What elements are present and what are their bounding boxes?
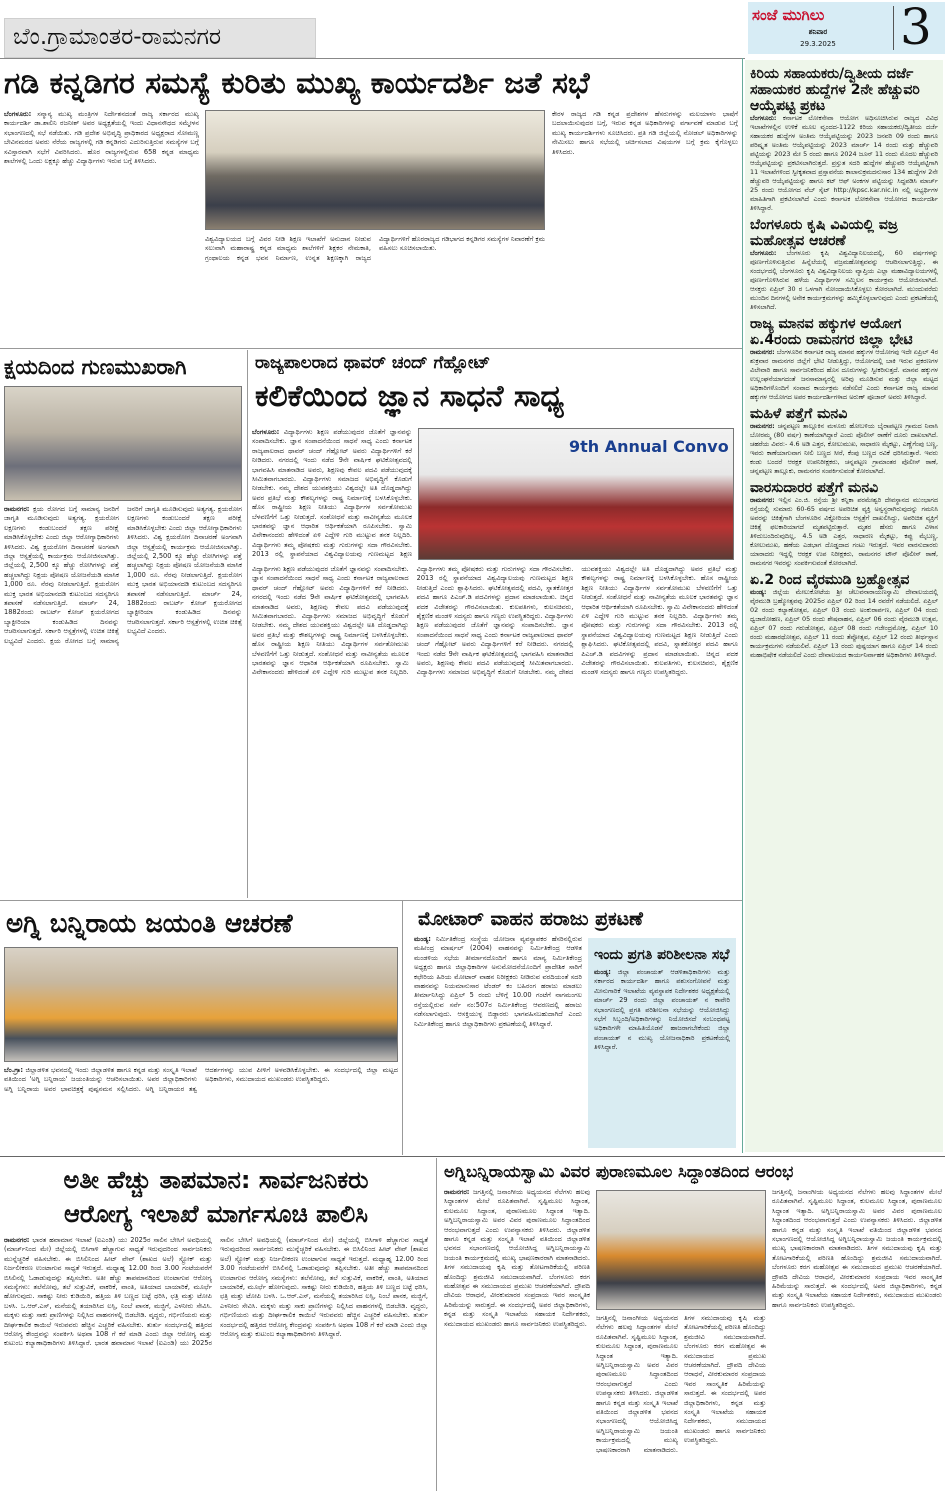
- heat-headline-1: ಅತೀ ಹೆಚ್ಚು ತಾಪಮಾನ: ಸಾರ್ವಜನಿಕರು: [63, 1166, 369, 1194]
- tb-headline: ಕ್ಷಯದಿಂದ ಗುಣಮುಖರಾಗಿ: [4, 355, 187, 379]
- purana-headline: ಅಗ್ನಿಬನ್ನಿರಾಯಸ್ವಾಮಿ ವಿವರ ಪುರಾಣಮೂಲ ಸಿದ್ಧಾಂತದಿಂದ ಆರಂಭ: [444, 1162, 794, 1181]
- motor-body: ಮಂಡ್ಯ: ನಿರ್ಮಿತಿಕೇಂದ್ರ ಸಂಸ್ಥೆಯ ಯೋಜನಾ ವ್ಯವಸ್ಥಾಪಕರ ಹೆಸರಿನಲ್ಲಿರುವ ಮಹೀಂದ್ರ ಮಾರ್ಷಲ್ (2004) ವಾಹನವನ್ನು ನಿರ್ಮಿತಿಕೇಂದ್ರ ಆಡಳಿತ ಮಂಡಳಿಯ ಸಭೆಯ ತೀರ್ಮಾನದೊಂದಿಗೆ ಹಾಗೂ ಮಾನ್ಯ ನಿರ್ಮಿತಿಕೇಂದ್ರ ಅಧ್ಯಕ್ಷರು ಹಾಗೂ ಜಿಲ್ಲಾಧಿಕಾರಿಗಳ ಅನುಮೋದನೆಯೊಂದಿಗೆ ಪ್ರಾದೇಶಿಕ ಸಾರಿಗೆ ಕಛೇರಿಯ ಹಿರಿಯ ಮೋಟಾರ್ ವಾಹನ ನಿರೀಕ್ಷಕರು ನೀಡಿರುವ ವರದಿಯಂತೆ ಸದರಿ ವಾಹನವನ್ನು ನಿಯಮಾನುಸಾರ ಟೆಂಡರ್ ಕಂ ಬಹಿರಂಗ ಹರಾಜು ಮಾಡಲು ತೀರ್ಮಾನಿಸಿದ್ದು ಏಪ್ರಿಲ್ 5 ರಂದು ಬೆಳಿಗ್ಗೆ 10.00 ಗಂಟೆಗೆ ನಾಗಮಂಗಲ ರಸ್ತೆಯಲ್ಲಿರುವ ಸರ್ವೆ ನಂ:507ರ ನಿರ್ಮಿತಿಕೇಂದ್ರ ಆವರಣದಲ್ಲಿ ಹರಾಜು ನಡೆಸಲಾಗುವುದು. ಆಸಕ್ತಿಯುಳ್ಳ ಬಿಡ್ದಾರರು ಭಾಗವಹಿಸಬಹುದಾಗಿದೆ ಎಂದು ನಿರ್ಮಿತಿಕೇಂದ್ರ ಹಾಗೂ ಜಿಲ್ಲಾಧಿಕಾರಿಗಳು ಪ್ರಕಟಣೆಯಲ್ಲಿ ತಿಳಿಸಿದ್ದಾರೆ.: [414, 935, 582, 1028]
- section-tag-label: ಬೆಂ.ಗ್ರಾಮಾಂತರ-ರಾಮನಗರ: [13, 24, 222, 50]
- lead-col2: ವಿಶ್ವವಿದ್ಯಾಲಯದ ಬಗ್ಗೆ ವಿವರ ನೀಡಿ ಶಿಕ್ಷಣ ಇಲಾಖೆಗೆ ಅನುದಾನ ನೀಡುವ ಸಲುವಾಗಿ ಮಹಾರಾಷ್ಟ್ರ ಕನ್ನಡ ಮಾಧ್ಯಮ ಶಾಲೆಗಳಿಗೆ ಶಿಕ್ಷಕರ ನೇಮಕಾತಿ, ಗ್ರಂಥಾಲಯ ಕನ್ನಡ ಭವನ ನಿರ್ಮಾಣ, ಉನ್ನತ ಶಿಕ್ಷಣಕ್ಕಾಗಿ ರಾಜ್ಯದ ವಿದ್ಯಾರ್ಥಿಗಳಿಗೆ ಹೊರರಾಜ್ಯದ ಗಡಿಭಾಗದ ಕನ್ನಡಿಗರ ಸಮಸ್ಯೆಗಳ ನಿವಾರಣೆಗೆ ಕ್ರಮ ವಹಿಸಲು ಸೂಚಿಸಲಾಯಿತು.: [205, 235, 545, 262]
- masthead-logo: ಸಂಜೆ ಮುಗಿಲು: [752, 6, 825, 24]
- conv-banner-text: 9th Annual Convo: [569, 437, 729, 456]
- purana-col1: ರಾಮನಗರ: ಜಗತ್ತಿನಲ್ಲಿ ಜನಾಂಗೀಯ ಅಧ್ಯಯನದ ನೆಲೆಗಳು ಹಲವು ಸಿದ್ಧಾಂತಗಳ ಮೇಲೆ ರೂಪಿತವಾಗಿವೆ. ಸೃಷ್ಟಿಮೂಲ ಸಿದ್ಧಾಂತ, ಕುಲಮೂಲ ಸಿದ್ಧಾಂತ, ಪುರಾಣಮೂಲ ಸಿದ್ಧಾಂತ ಇತ್ಯಾದಿ. ಅಗ್ನಿಬನ್ನಿರಾಯಸ್ವಾಮಿ ಅವರ ವಿವರ ಪುರಾಣಮೂಲ ಸಿದ್ಧಾಂತದಿಂದ ಆರಂಭವಾಗುತ್ತದೆ ಎಂದು ಉಪನ್ಯಾಸಕರು ತಿಳಿಸಿದರು. ಜಿಲ್ಲಾಡಳಿತ ಹಾಗೂ ಕನ್ನಡ ಮತ್ತು ಸಂಸ್ಕೃತಿ ಇಲಾಖೆ ವತಿಯಿಂದ ಜಿಲ್ಲಾಡಳಿತ ಭವನದ ಸಭಾಂಗಣದಲ್ಲಿ ಆಯೋಜಿಸಿದ್ದ ಅಗ್ನಿಬನ್ನಿರಾಯಸ್ವಾಮಿ ಜಯಂತಿ ಕಾರ್ಯಕ್ರಮದಲ್ಲಿ ಮುಖ್ಯ ಭಾಷಣಕಾರರಾಗಿ ಮಾತನಾಡಿದರು. ತಿಗಳ ಸಮುದಾಯವು ಕೃಷಿ ಮತ್ತು ತೋಟಗಾರಿಕೆಯಲ್ಲಿ ಪರಿಣತಿ ಹೊಂದಿದ್ದು ಶ್ರಮಜೀವಿ ಸಮುದಾಯವಾಗಿದೆ. ಬೆಂಗಳೂರು ಕರಗ ಮಹೋತ್ಸವ ಈ ಸಮುದಾಯದ ಪ್ರಮುಖ ಆಚರಣೆಯಾಗಿದೆ. ದ್ರೌಪದಿ ದೇವಿಯ ಆರಾಧನೆ, ವೀರಕುಮಾರರ ಸಂಪ್ರದಾಯ ಇವರ ಸಾಂಸ್ಕೃತಿಕ ಹಿರಿಮೆಯನ್ನು ಸಾರುತ್ತದೆ. ಈ ಸಂದರ್ಭದಲ್ಲಿ ಅಪರ ಜಿಲ್ಲಾಧಿಕಾರಿಗಳು, ಕನ್ನಡ ಮತ್ತು ಸಂಸ್ಕೃತಿ ಇಲಾಖೆಯ ಸಹಾಯಕ ನಿರ್ದೇಶಕರು, ಸಮುದಾಯದ ಮುಖಂಡರು ಹಾಗೂ ಸಾರ್ವಜನಿಕರು ಉಪಸ್ಥಿತರಿದ್ದರು.: [444, 1188, 590, 1328]
- tb-photo: [4, 386, 242, 501]
- agni-headline: ಅಗ್ನಿ ಬನ್ನಿರಾಯ ಜಯಂತಿ ಆಚರಣೆ: [6, 909, 293, 939]
- header-rule: [0, 58, 745, 59]
- brief-item: ಬೆಂಗಳೂರು ಕೃಷಿ ವಿವಿಯಲ್ಲಿ ವಜ್ರ ಮಹೋತ್ಸವ ಆಚರಣೆ ಬೆಂಗಳೂರು: ಬೆಂಗಳೂರು ಕೃಷಿ ವಿಶ್ವವಿದ್ಯಾನಿಲಯದಲ್ಲಿ, 60 ವರ್ಷಗಳನ್ನು ಪೂರ್ಣಗೊಳಿಸುತ್ತಿರುವ ಹಿನ್ನೆಲೆಯಲ್ಲಿ ವಜ್ರಮಹೋತ್ಸವವನ್ನು ಆಚರಿಸಲಾಗುತ್ತಿದ್ದು, ಈ ಸಂದರ್ಭದಲ್ಲಿ ಬೆಂಗಳೂರು ಕೃಷಿ ವಿಶ್ವವಿದ್ಯಾನಿಲಯ ವ್ಯಾಪ್ತಿಯ ಎಲ್ಲಾ ಮಹಾವಿದ್ಯಾಲಯಗಳಲ್ಲಿ ಪೂರ್ಣಗೊಳಿಸಿರುವ ಹಳೆಯ ವಿದ್ಯಾರ್ಥಿಗಳ ಸಮ್ಮಿಲನ ಕಾರ್ಯಕ್ರಮ ಆಯೋಜಿಸಲಾಗಿದೆ. ಆಸಕ್ತರು ಏಪ್ರಿಲ್ 30 ರ ಒಳಗಾಗಿ ನೋಂದಾಯಿಸಿಕೊಳ್ಳಲು ಕೋರಲಾಗಿದೆ. ಮುಂದುವರೆದು ಮುಂದಿನ ದಿನಗಳಲ್ಲಿ ಅನೇಕ ಕಾರ್ಯಕ್ರಮಗಳನ್ನು ಹಮ್ಮಿಕೊಳ್ಳಲಾಗುವುದು ಎಂದು ಪ್ರಕಟಣೆಯಲ್ಲಿ ತಿಳಿಸಲಾಗಿದೆ.: [750, 217, 938, 311]
- conv-body: ವಿದ್ಯಾರ್ಥಿಗಳು ಶಿಕ್ಷಣ ಪಡೆಯುವುದರ ಜೊತೆಗೆ ಜ್ಞಾನವನ್ನು ಸಂಪಾದಿಸಬೇಕು. ಜ್ಞಾನ ಸಂಪಾದನೆಯಿಂದ ಸಾಧನೆ ಸಾಧ್ಯ ಎಂದು ಕರ್ನಾಟಕ ರಾಜ್ಯಪಾಲರಾದ ಥಾವರ್ ಚಂದ್ ಗೆಹ್ಲೋಟ್ ಅವರು ವಿದ್ಯಾರ್ಥಿಗಳಿಗೆ ಕರೆ ನೀಡಿದರು. ನಗರದಲ್ಲಿ ಇಂದು ನಡೆದ 9ನೇ ವಾರ್ಷಿಕ ಘಟಿಕೋತ್ಸವದಲ್ಲಿ ಭಾಗವಹಿಸಿ ಮಾತನಾಡಿದ ಅವರು, ಶಿಕ್ಷಣವು ಕೇವಲ ಪದವಿ ಪಡೆಯುವುದಕ್ಕೆ ಸೀಮಿತವಾಗಬಾರದು. ವಿದ್ಯಾರ್ಥಿಗಳು ಸಮಾಜದ ಅಭಿವೃದ್ಧಿಗೆ ಕೊಡುಗೆ ನೀಡಬೇಕು. ನಮ್ಮ ದೇಶದ ಯುವಶಕ್ತಿಯು ವಿಶ್ವದಲ್ಲೇ ಅತಿ ದೊಡ್ಡದಾಗಿದ್ದು ಅವರ ಪ್ರತಿಭೆ ಮತ್ತು ಕೌಶಲ್ಯಗಳನ್ನು ರಾಷ್ಟ್ರ ನಿರ್ಮಾಣಕ್ಕೆ ಬಳಸಿಕೊಳ್ಳಬೇಕು. ಹೊಸ ರಾಷ್ಟ್ರೀಯ ಶಿಕ್ಷಣ ನೀತಿಯು ವಿದ್ಯಾರ್ಥಿಗಳ ಸರ್ವತೋಮುಖ ಬೆಳವಣಿಗೆಗೆ ಒತ್ತು ನೀಡುತ್ತದೆ. ಸಂಶೋಧನೆ ಮತ್ತು ನಾವೀನ್ಯತೆಯ ಮೂಲಕ ಭಾರತವನ್ನು ಜ್ಞಾನ ಆಧಾರಿತ ಆರ್ಥಿಕತೆಯಾಗಿ ರೂಪಿಸಬೇಕು. ಸ್ವಾಮಿ ವಿವೇಕಾನಂದರು ಹೇಳಿದಂತೆ ಏಳಿ ಎದ್ದೇಳಿ ಗುರಿ ಮುಟ್ಟುವ ತನಕ ನಿಲ್ಲದಿರಿ. ವಿದ್ಯಾರ್ಥಿಗಳು ತಮ್ಮ ಪೋಷಕರು ಮತ್ತು ಗುರುಗಳನ್ನು ಸದಾ ಗೌರವಿಸಬೇಕು. 2013 ರಲ್ಲಿ ಸ್ಥಾಪನೆಯಾದ ವಿಶ್ವವಿದ್ಯಾಲಯವು ಗುಣಮಟ್ಟದ ಶಿಕ್ಷಣ ನೀಡುತ್ತಿದೆ ಎಂದು ಶ್ಲಾಘಿಸಿದರು. ಘಟಿಕೋತ್ಸವದಲ್ಲಿ ಪದವಿ, ಸ್ನಾತಕೋತ್ತರ ಪದವಿ ಹಾಗೂ ಪಿಎಚ್.ಡಿ ಪದವಿಗಳನ್ನು ಪ್ರದಾನ ಮಾಡಲಾಯಿತು. ಚಿನ್ನದ ಪದಕ ವಿಜೇತರನ್ನು ಗೌರವಿಸಲಾಯಿತು. ಕುಲಪತಿಗಳು, ಕುಲಸಚಿವರು, ಶೈಕ್ಷಣಿಕ ಮಂಡಳಿ ಸದಸ್ಯರು ಹಾಗೂ ಗಣ್ಯರು ಉಪಸ್ಥಿತರಿದ್ದರು. ವಿದ್ಯಾರ್ಥಿಗಳು ಶಿಕ್ಷಣ ಪಡೆಯುವುದರ ಜೊತೆಗೆ ಜ್ಞಾನವನ್ನು ಸಂಪಾದಿಸಬೇಕು. ಜ್ಞಾನ ಸಂಪಾದನೆಯಿಂದ ಸಾಧನೆ ಸಾಧ್ಯ ಎಂದು ಕರ್ನಾಟಕ ರಾಜ್ಯಪಾಲರಾದ ಥಾವರ್ ಚಂದ್ ಗೆಹ್ಲೋಟ್ ಅವರು ವಿದ್ಯಾರ್ಥಿಗಳಿಗೆ ಕರೆ ನೀಡಿದರು. ನಗರದಲ್ಲಿ ಇಂದು ನಡೆದ 9ನೇ ವಾರ್ಷಿಕ ಘಟಿಕೋತ್ಸವದಲ್ಲಿ ಭಾಗವಹಿಸಿ ಮಾತನಾಡಿದ ಅವರು, ಶಿಕ್ಷಣವು ಕೇವಲ ಪದವಿ ಪಡೆಯುವುದಕ್ಕೆ ಸೀಮಿತವಾಗಬಾರದು. ವಿದ್ಯಾರ್ಥಿಗಳು ಸಮಾಜದ ಅಭಿವೃದ್ಧಿಗೆ ಕೊಡುಗೆ ನೀಡಬೇಕು. ನಮ್ಮ ದೇಶದ ಯುವಶಕ್ತಿಯು ವಿಶ್ವದಲ್ಲೇ ಅತಿ ದೊಡ್ಡದಾಗಿದ್ದು ಅವರ ಪ್ರತಿಭೆ ಮತ್ತು ಕೌಶಲ್ಯಗಳನ್ನು ರಾಷ್ಟ್ರ ನಿರ್ಮಾಣಕ್ಕೆ ಬಳಸಿಕೊಳ್ಳಬೇಕು. ಹೊಸ ರಾಷ್ಟ್ರೀಯ ಶಿಕ್ಷಣ ನೀತಿಯು ವಿದ್ಯಾರ್ಥಿಗಳ ಸರ್ವತೋಮುಖ ಬೆಳವಣಿಗೆಗೆ ಒತ್ತು ನೀಡುತ್ತದೆ. ಸಂಶೋಧನೆ ಮತ್ತು ನಾವೀನ್ಯತೆಯ ಮೂಲಕ ಭಾರತವನ್ನು ಜ್ಞಾನ ಆಧಾರಿತ ಆರ್ಥಿಕತೆಯಾಗಿ ರೂಪಿಸಬೇಕು. ಸ್ವಾಮಿ ವಿವೇಕಾನಂದರು ಹೇಳಿದಂತೆ ಏಳಿ ಎದ್ದೇಳಿ ಗುರಿ ಮುಟ್ಟುವ ತನಕ ನಿಲ್ಲದಿರಿ. ವಿದ್ಯಾರ್ಥಿಗಳು ತಮ್ಮ ಪೋಷಕರು ಮತ್ತು ಗುರುಗಳನ್ನು ಸದಾ ಗೌರವಿಸಬೇಕು. 2013 ರಲ್ಲಿ ಸ್ಥಾಪನೆಯಾದ ವಿಶ್ವವಿದ್ಯಾಲಯವು ಗುಣಮಟ್ಟದ ಶಿಕ್ಷಣ ನೀಡುತ್ತಿದೆ ಎಂದು ಶ್ಲಾಘಿಸಿದರು. ಘಟಿಕೋತ್ಸವದಲ್ಲಿ ಪದವಿ, ಸ್ನಾತಕೋತ್ತರ ಪದವಿ ಹಾಗೂ ಪಿಎಚ್.ಡಿ ಪದವಿಗಳನ್ನು ಪ್ರದಾನ ಮಾಡಲಾಯಿತು. ಚಿನ್ನದ ಪದಕ ವಿಜೇತರನ್ನು ಗೌರವಿಸಲಾಯಿತು. ಕುಲಪತಿಗಳು, ಕುಲಸಚಿವರು, ಶೈಕ್ಷಣಿಕ ಮಂಡಳಿ ಸದಸ್ಯರು ಹಾಗೂ ಗಣ್ಯರು ಉಪಸ್ಥಿತರಿದ್ದರು.: [252, 565, 738, 677]
- brief-item: ವಾರಸುದಾರರ ಪತ್ತೆಗೆ ಮನವಿ ರಾಮನಗರ: ಇಲ್ಲಿನ ಎಂ.ಜಿ. ರಸ್ತೆಯ ಶ್ರೀ ಕನ್ನಿಕಾ ಪರಮೇಶ್ವರಿ ದೇವಸ್ಥಾನದ ಮುಂಭಾಗದ ರಸ್ತೆಯಲ್ಲಿ ಸುಮಾರು 60-65 ವರ್ಷದ ಅಪರಿಚಿತ ವ್ಯಕ್ತಿ ಅಸ್ವಸ್ಥರಾಗಿರುವುದನ್ನು ಗಮನಿಸಿ ಅವರನ್ನು ಚಿಕಿತ್ಸೆಗಾಗಿ ಬೆಂಗಳೂರಿನ ವಿಕ್ಟೋರಿಯಾ ಆಸ್ಪತ್ರೆಗೆ ದಾಖಲಿಸಿದ್ದು, ಅಪರಿಚಿತ ವ್ಯಕ್ತಿಗೆ ಚಿಕಿತ್ಸೆ ಫಲಕಾರಿಯಾಗದೆ ಮೃತಪಟ್ಟಿರುತ್ತಾರೆ. ಮೃತರ ಹೆಸರು ಹಾಗೂ ವಿಳಾಸ ತಿಳಿದುಬಂದಿರುವುದಿಲ್ಲ, 4.5 ಅಡಿ ಎತ್ತರ, ಸಾಧಾರಣ ಮೈಕಟ್ಟು, ಕಪ್ಪು ಮೈಬಣ್ಣ, ಕೋಲುಮುಖ, ಹಣೆಯ ಎಡಭಾಗ ದೊಡ್ಡದಾದ ಗಂಟು ಇರುತ್ತದೆ. ಇವರ ವಾರಸುದಾರರು ಯಾರಾದರು ಇದ್ದಲ್ಲಿ ಆರಕ್ಷಕ ಉಪ ನಿರೀಕ್ಷಕರು, ರಾಮನಗರ ಟೌನ್ ಪೊಲೀಸ್ ಠಾಣೆ, ರಾಮನಗರ ಇವರನ್ನು ಸಂಪರ್ಕಿಸುವಂತೆ ಕೋರಲಾಗಿದೆ.: [750, 480, 938, 567]
- lead-col3: ಕೇರಳ ರಾಜ್ಯದ ಗಡಿ ಕನ್ನಡ ಪ್ರದೇಶಗಳ ಹೆಸರುಗಳನ್ನು ಮಲಯಾಳಂ ಭಾಷೆಗೆ ಬದಲಾಯಿಸುವುದರ ಬಗ್ಗೆ, ಇರುವ ಕನ್ನಡ ಅಧಿಕಾರಿಗಳನ್ನು ವರ್ಗಾವಣೆ ಮಾಡುವ ಬಗ್ಗೆ ಮುಖ್ಯ ಕಾರ್ಯದರ್ಶಿಗಳು ಸೂಚಿಸಿದರು. ಪ್ರತಿ ಗಡಿ ಜಿಲ್ಲೆಯಲ್ಲಿ ನೋಡಲ್ ಅಧಿಕಾರಿಗಳನ್ನು ನೇಮಿಸಲು ಹಾಗೂ ಸಭೆಯಲ್ಲಿ ಚರ್ಚಿಸಲಾದ ವಿಷಯಗಳ ಬಗ್ಗೆ ಕ್ರಮ ಕೈಗೊಳ್ಳಲು ತಿಳಿಸಿದರು.: [552, 110, 738, 156]
- pragati-headline: ಇಂದು ಪ್ರಗತಿ ಪರಿಶೀಲನಾ ಸಭೆ: [594, 947, 730, 963]
- heat-headline-2: ಆರೋಗ್ಯ ಇಲಾಖೆ ಮಾರ್ಗಸೂಚಿ ಪಾಲಿಸಿ: [64, 1200, 368, 1228]
- motor-headline: ಮೋಟಾರ್ ವಾಹನ ಹರಾಜು ಪ್ರಕಟಣೆ: [418, 908, 643, 930]
- masthead: [748, 2, 945, 54]
- purana-col-mid: ಜಗತ್ತಿನಲ್ಲಿ ಜನಾಂಗೀಯ ಅಧ್ಯಯನದ ನೆಲೆಗಳು ಹಲವು ಸಿದ್ಧಾಂತಗಳ ಮೇಲೆ ರೂಪಿತವಾಗಿವೆ. ಸೃಷ್ಟಿಮೂಲ ಸಿದ್ಧಾಂತ, ಕುಲಮೂಲ ಸಿದ್ಧಾಂತ, ಪುರಾಣಮೂಲ ಸಿದ್ಧಾಂತ ಇತ್ಯಾದಿ. ಅಗ್ನಿಬನ್ನಿರಾಯಸ್ವಾಮಿ ಅವರ ವಿವರ ಪುರಾಣಮೂಲ ಸಿದ್ಧಾಂತದಿಂದ ಆರಂಭವಾಗುತ್ತದೆ ಎಂದು ಉಪನ್ಯಾಸಕರು ತಿಳಿಸಿದರು. ಜಿಲ್ಲಾಡಳಿತ ಹಾಗೂ ಕನ್ನಡ ಮತ್ತು ಸಂಸ್ಕೃತಿ ಇಲಾಖೆ ವತಿಯಿಂದ ಜಿಲ್ಲಾಡಳಿತ ಭವನದ ಸಭಾಂಗಣದಲ್ಲಿ ಆಯೋಜಿಸಿದ್ದ ಅಗ್ನಿಬನ್ನಿರಾಯಸ್ವಾಮಿ ಜಯಂತಿ ಕಾರ್ಯಕ್ರಮದಲ್ಲಿ ಮುಖ್ಯ ಭಾಷಣಕಾರರಾಗಿ ಮಾತನಾಡಿದರು. ತಿಗಳ ಸಮುದಾಯವು ಕೃಷಿ ಮತ್ತು ತೋಟಗಾರಿಕೆಯಲ್ಲಿ ಪರಿಣತಿ ಹೊಂದಿದ್ದು ಶ್ರಮಜೀವಿ ಸಮುದಾಯವಾಗಿದೆ. ಬೆಂಗಳೂರು ಕರಗ ಮಹೋತ್ಸವ ಈ ಸಮುದಾಯದ ಪ್ರಮುಖ ಆಚರಣೆಯಾಗಿದೆ. ದ್ರೌಪದಿ ದೇವಿಯ ಆರಾಧನೆ, ವೀರಕುಮಾರರ ಸಂಪ್ರದಾಯ ಇವರ ಸಾಂಸ್ಕೃತಿಕ ಹಿರಿಮೆಯನ್ನು ಸಾರುತ್ತದೆ. ಈ ಸಂದರ್ಭದಲ್ಲಿ ಅಪರ ಜಿಲ್ಲಾಧಿಕಾರಿಗಳು, ಕನ್ನಡ ಮತ್ತು ಸಂಸ್ಕೃತಿ ಇಲಾಖೆಯ ಸಹಾಯಕ ನಿರ್ದೇಶಕರು, ಸಮುದಾಯದ ಮುಖಂಡರು ಹಾಗೂ ಸಾರ್ವಜನಿಕರು ಉಪಸ್ಥಿತರಿದ್ದರು.: [596, 1314, 766, 1454]
- section-tag: [4, 18, 316, 58]
- page-number: 3: [900, 0, 932, 56]
- conv-photo: [418, 428, 734, 560]
- lead-photo: [205, 110, 545, 230]
- sidebar-briefs: [745, 60, 943, 1152]
- brief-item: ಕಿರಿಯ ಸಹಾಯಕರು/ದ್ವಿತೀಯ ದರ್ಜೆ ಸಹಾಯಕರ ಹುದ್ದೆಗಳ 2ನೇ ಹೆಚ್ಚುವರಿ ಆಯ್ಕೆಪಟ್ಟಿ ಪ್ರಕಟ ಬೆಂಗಳೂರು: ಕರ್ನಾಟಕ ಲೋಕಸೇವಾ ಆಯೋಗ ಅಧಿಸೂಚಿಸಿರುವ ರಾಜ್ಯದ ವಿವಿಧ ಇಲಾಖೆಗಳಲ್ಲಿನ ಉಳಿಕೆ ಮೂಲ ವೃಂದದ-1122 ಕಿರಿಯ ಸಹಾಯಕರು/ದ್ವಿತೀಯ ದರ್ಜೆ ಸಹಾಯಕರ ಹುದ್ದೆಗಳ ಅಂತಿಮ ಆಯ್ಕೆಪಟ್ಟಿಯನ್ನು 2023 ಜನವರಿ 09 ರಂದು ಹಾಗೂ ಪರಿಷ್ಕೃತ ಅಂತಿಮ ಆಯ್ಕೆಪಟ್ಟಿಯನ್ನು 2023 ಮಾರ್ಚ್ 14 ರಂದು ಮತ್ತು ಹೆಚ್ಚುವರಿ ಪಟ್ಟಿಯನ್ನು 2023 ಮೇ 5 ರಂದು ಹಾಗೂ 2024 ಜೂನ್ 11 ರಂದು ಮೊದಲ ಹೆಚ್ಚುವರಿ ಆಯ್ಕೆಪಟ್ಟಿಯನ್ನು ಪ್ರಕಟಿಸಲಾಗಿರುತ್ತದೆ. ಪ್ರಸ್ತುತ ಸದರಿ ಹುದ್ದೆಗಳ ಹೆಚ್ಚುವರಿ ಆಯ್ಕೆಪಟ್ಟಿಗಾಗಿ 11 ಇಲಾಖೆಗಳಿಂದ ಸ್ವೀಕೃತವಾದ ಪ್ರಸ್ತಾವನೆಯ ಕಾಲಾನುಕ್ರಮದನುಸಾರ 134 ಹುದ್ದೆಗಳ 2ನೇ ಹೆಚ್ಚುವರಿ ಆಯ್ಕೆಪಟ್ಟಿಯನ್ನು ಹಾಗೂ ಕಟ್ ಆಫ್ ಅಂಕಗಳ ಪಟ್ಟಿಯನ್ನು ಸಿದ್ಧಪಡಿಸಿ ಮಾರ್ಚ್ 25 ರಂದು ಆಯೋಗದ ವೆಬ್ ಸೈಟ್ http://kpsc.kar.nic.in ನಲ್ಲಿ ಅಭ್ಯರ್ಥಿಗಳ ಮಾಹಿತಿಗಾಗಿ ಪ್ರಕಟಿಸಲಾಗಿದೆ ಎಂದು ಕರ್ನಾಟಕ ಲೋಕಸೇವಾ ಆಯೋಗದ ಕಾರ್ಯದರ್ಶಿ ತಿಳಿಸಿದ್ದಾರೆ.: [750, 66, 938, 212]
- purana-col3: ಜಗತ್ತಿನಲ್ಲಿ ಜನಾಂಗೀಯ ಅಧ್ಯಯನದ ನೆಲೆಗಳು ಹಲವು ಸಿದ್ಧಾಂತಗಳ ಮೇಲೆ ರೂಪಿತವಾಗಿವೆ. ಸೃಷ್ಟಿಮೂಲ ಸಿದ್ಧಾಂತ, ಕುಲಮೂಲ ಸಿದ್ಧಾಂತ, ಪುರಾಣಮೂಲ ಸಿದ್ಧಾಂತ ಇತ್ಯಾದಿ. ಅಗ್ನಿಬನ್ನಿರಾಯಸ್ವಾಮಿ ಅವರ ವಿವರ ಪುರಾಣಮೂಲ ಸಿದ್ಧಾಂತದಿಂದ ಆರಂಭವಾಗುತ್ತದೆ ಎಂದು ಉಪನ್ಯಾಸಕರು ತಿಳಿಸಿದರು. ಜಿಲ್ಲಾಡಳಿತ ಹಾಗೂ ಕನ್ನಡ ಮತ್ತು ಸಂಸ್ಕೃತಿ ಇಲಾಖೆ ವತಿಯಿಂದ ಜಿಲ್ಲಾಡಳಿತ ಭವನದ ಸಭಾಂಗಣದಲ್ಲಿ ಆಯೋಜಿಸಿದ್ದ ಅಗ್ನಿಬನ್ನಿರಾಯಸ್ವಾಮಿ ಜಯಂತಿ ಕಾರ್ಯಕ್ರಮದಲ್ಲಿ ಮುಖ್ಯ ಭಾಷಣಕಾರರಾಗಿ ಮಾತನಾಡಿದರು. ತಿಗಳ ಸಮುದಾಯವು ಕೃಷಿ ಮತ್ತು ತೋಟಗಾರಿಕೆಯಲ್ಲಿ ಪರಿಣತಿ ಹೊಂದಿದ್ದು ಶ್ರಮಜೀವಿ ಸಮುದಾಯವಾಗಿದೆ. ಬೆಂಗಳೂರು ಕರಗ ಮಹೋತ್ಸವ ಈ ಸಮುದಾಯದ ಪ್ರಮುಖ ಆಚರಣೆಯಾಗಿದೆ. ದ್ರೌಪದಿ ದೇವಿಯ ಆರಾಧನೆ, ವೀರಕುಮಾರರ ಸಂಪ್ರದಾಯ ಇವರ ಸಾಂಸ್ಕೃತಿಕ ಹಿರಿಮೆಯನ್ನು ಸಾರುತ್ತದೆ. ಈ ಸಂದರ್ಭದಲ್ಲಿ ಅಪರ ಜಿಲ್ಲಾಧಿಕಾರಿಗಳು, ಕನ್ನಡ ಮತ್ತು ಸಂಸ್ಕೃತಿ ಇಲಾಖೆಯ ಸಹಾಯಕ ನಿರ್ದೇಶಕರು, ಸಮುದಾಯದ ಮುಖಂಡರು ಹಾಗೂ ಸಾರ್ವಜನಿಕರು ಉಪಸ್ಥಿತರಿದ್ದರು.: [772, 1188, 942, 1309]
- brief-item: ರಾಜ್ಯ ಮಾನವ ಹಕ್ಕುಗಳ ಆಯೋಗ ಏ.4ರಂದು ರಾಮನಗರ ಜಿಲ್ಲಾ ಭೇಟಿ ರಾಮನಗರ: ಬೆಂಗಳೂರಿನ ಕರ್ನಾಟಕ ರಾಜ್ಯ ಮಾನವ ಹಕ್ಕುಗಳ ಆಯೋಗವು ಇದೇ ಏಪ್ರಿಲ್ 4ರ ಶುಕ್ರವಾರ ರಾಮನಗರ ಜಿಲ್ಲೆಗೆ ಭೇಟಿ ನೀಡುತ್ತಿದ್ದು, ಆಯೋಗದಲ್ಲಿ ಬಾಕಿ ಇರುವ ಪ್ರಕರಣಗಳ ವಿಲೇವಾರಿ ಹಾಗೂ ಸಾರ್ವಜನಿಕರಿಂದ ಹೊಸ ದೂರುಗಳನ್ನು ಸ್ವೀಕರಿಸುತ್ತದೆ. ಮಾನವ ಹಕ್ಕುಗಳ ಉಲ್ಲಂಘನೆಯಾಗದಂತೆ ಜನಸಾಮಾನ್ಯರಲ್ಲಿ ಅರಿವು ಮೂಡಿಸುವ ಮತ್ತು ಜಿಲ್ಲಾ ಮಟ್ಟದ ಅಧಿಕಾರಿಗಳೊಂದಿಗೆ ಸಂವಾದ ಕಾರ್ಯಕ್ರಮ ನಡೆಸಲಿದೆ ಎಂದು ಕರ್ನಾಟಕ ರಾಜ್ಯ ಮಾನವ ಹಕ್ಕುಗಳ ಆಯೋಗದ ಅಪರ ಕಾರ್ಯದರ್ಶಿಗಳಾದ ಅರುಣ್ ಪೂಜಾರ್ ಅವರು ತಿಳಿಸಿದ್ದಾರೆ.: [750, 316, 938, 401]
- conv-col1: ಬೆಂಗಳೂರು: ವಿದ್ಯಾರ್ಥಿಗಳು ಶಿಕ್ಷಣ ಪಡೆಯುವುದರ ಜೊತೆಗೆ ಜ್ಞಾನವನ್ನು ಸಂಪಾದಿಸಬೇಕು. ಜ್ಞಾನ ಸಂಪಾದನೆಯಿಂದ ಸಾಧನೆ ಸಾಧ್ಯ ಎಂದು ಕರ್ನಾಟಕ ರಾಜ್ಯಪಾಲರಾದ ಥಾವರ್ ಚಂದ್ ಗೆಹ್ಲೋಟ್ ಅವರು ವಿದ್ಯಾರ್ಥಿಗಳಿಗೆ ಕರೆ ನೀಡಿದರು. ನಗರದಲ್ಲಿ ಇಂದು ನಡೆದ 9ನೇ ವಾರ್ಷಿಕ ಘಟಿಕೋತ್ಸವದಲ್ಲಿ ಭಾಗವಹಿಸಿ ಮಾತನಾಡಿದ ಅವರು, ಶಿಕ್ಷಣವು ಕೇವಲ ಪದವಿ ಪಡೆಯುವುದಕ್ಕೆ ಸೀಮಿತವಾಗಬಾರದು. ವಿದ್ಯಾರ್ಥಿಗಳು ಸಮಾಜದ ಅಭಿವೃದ್ಧಿಗೆ ಕೊಡುಗೆ ನೀಡಬೇಕು. ನಮ್ಮ ದೇಶದ ಯುವಶಕ್ತಿಯು ವಿಶ್ವದಲ್ಲೇ ಅತಿ ದೊಡ್ಡದಾಗಿದ್ದು ಅವರ ಪ್ರತಿಭೆ ಮತ್ತು ಕೌಶಲ್ಯಗಳನ್ನು ರಾಷ್ಟ್ರ ನಿರ್ಮಾಣಕ್ಕೆ ಬಳಸಿಕೊಳ್ಳಬೇಕು. ಹೊಸ ರಾಷ್ಟ್ರೀಯ ಶಿಕ್ಷಣ ನೀತಿಯು ವಿದ್ಯಾರ್ಥಿಗಳ ಸರ್ವತೋಮುಖ ಬೆಳವಣಿಗೆಗೆ ಒತ್ತು ನೀಡುತ್ತದೆ. ಸಂಶೋಧನೆ ಮತ್ತು ನಾವೀನ್ಯತೆಯ ಮೂಲಕ ಭಾರತವನ್ನು ಜ್ಞಾನ ಆಧಾರಿತ ಆರ್ಥಿಕತೆಯಾಗಿ ರೂಪಿಸಬೇಕು. ಸ್ವಾಮಿ ವಿವೇಕಾನಂದರು ಹೇಳಿದಂತೆ ಏಳಿ ಎದ್ದೇಳಿ ಗುರಿ ಮುಟ್ಟುವ ತನಕ ನಿಲ್ಲದಿರಿ. ವಿದ್ಯಾರ್ಥಿಗಳು ತಮ್ಮ ಪೋಷಕರು ಮತ್ತು ಗುರುಗಳನ್ನು ಸದಾ ಗೌರವಿಸಬೇಕು. 2013 ರಲ್ಲಿ ಸ್ಥಾಪನೆಯಾದ ವಿಶ್ವವಿದ್ಯಾಲಯವು ಗುಣಮಟ್ಟದ ಶಿಕ್ಷಣ: [252, 428, 412, 559]
- masthead-date: 29.3.2025: [800, 40, 836, 48]
- conv-headline: ಕಲಿಕೆಯಿಂದ ಜ್ಞಾನ ಸಾಧನೆ ಸಾಧ್ಯ: [255, 379, 564, 414]
- heat-body: ರಾಮನಗರ: ಭಾರತ ಹವಾಮಾನ ಇಲಾಖೆ (ಐಎಂಡಿ) ಯು 2025ರ ಸಾಲಿನ ಬೇಸಿಗೆ ಅವಧಿಯಲ್ಲಿ (ಮಾರ್ಚ್‌ನಿಂದ ಮೇ) ಜಿಲ್ಲೆಯಲ್ಲಿ ಬಿಸಿಗಾಳಿ ಹೆಚ್ಚಾಗುವ ಸಾಧ್ಯತೆ ಇರುವುದರಿಂದ ಸಾರ್ವಜನಿಕರು ಮುನ್ನೆಚ್ಚರಿಕೆ ವಹಿಸಬೇಕು. ಈ ಬಿಸಿಲಿನಿಂದ ಹೀಟ್ ವೇವ್ (ಶಾಖದ ಅಲೆ) ಸ್ಟ್ರೋಕ್ ಮತ್ತು ನಿರ್ಜಲೀಕರಣ ಉಂಟಾಗುವ ಸಾಧ್ಯತೆ ಇರುತ್ತದೆ. ಮಧ್ಯಾಹ್ನ 12.00 ರಿಂದ 3.00 ಗಂಟೆಯವರೆಗೆ ಬಿಸಿಲಿನಲ್ಲಿ ಓಡಾಡುವುದನ್ನು ತಪ್ಪಿಸಬೇಕು. ಅತೀ ಹೆಚ್ಚು ತಾಪಮಾನದಿಂದ ಉಂಟಾಗುವ ಆರೋಗ್ಯ ಸಮಸ್ಯೆಗಳು: ತಲೆನೋವು, ತಲೆ ಸುತ್ತುವಿಕೆ, ವಾಕರಿಕೆ, ವಾಂತಿ, ಅತಿಯಾದ ಬಾಯಾರಿಕೆ, ಮೂರ್ಛೆ ಹೋಗುವುದು. ಸಾಕಷ್ಟು ನೀರು ಕುಡಿಯಿರಿ, ಹತ್ತಿಯ ತಿಳಿ ಬಣ್ಣದ ಬಟ್ಟೆ ಧರಿಸಿ, ಛತ್ರಿ ಮತ್ತು ಟೋಪಿ ಬಳಸಿ. ಒ.ಆರ್.ಎಸ್, ಮನೆಯಲ್ಲಿ ತಯಾರಿಸಿದ ಲಸ್ಸಿ, ನಿಂಬೆ ಪಾನಕ, ಮಜ್ಜಿಗೆ, ಎಳನೀರು ಸೇವಿಸಿ. ಮಕ್ಕಳು ಮತ್ತು ಸಾಕು ಪ್ರಾಣಿಗಳನ್ನು ನಿಲ್ಲಿಸಿದ ವಾಹನಗಳಲ್ಲಿ ಬಿಡಬೇಡಿ. ವೃದ್ಧರು, ಗರ್ಭಿಣಿಯರು ಮತ್ತು ದೀರ್ಘಕಾಲಿಕ ಕಾಯಿಲೆ ಇರುವವರು ಹೆಚ್ಚಿನ ಎಚ್ಚರಿಕೆ ವಹಿಸಬೇಕು. ತುರ್ತು ಸಂದರ್ಭದಲ್ಲಿ ಹತ್ತಿರದ ಆರೋಗ್ಯ ಕೇಂದ್ರವನ್ನು ಸಂಪರ್ಕಿಸಿ ಅಥವಾ 108 ಗೆ ಕರೆ ಮಾಡಿ ಎಂದು ಜಿಲ್ಲಾ ಆರೋಗ್ಯ ಮತ್ತು ಕುಟುಂಬ ಕಲ್ಯಾಣಾಧಿಕಾರಿಗಳು ತಿಳಿಸಿದ್ದಾರೆ. ಭಾರತ ಹವಾಮಾನ ಇಲಾಖೆ (ಐಎಂಡಿ) ಯು 2025ರ ಸಾಲಿನ ಬೇಸಿಗೆ ಅವಧಿಯಲ್ಲಿ (ಮಾರ್ಚ್‌ನಿಂದ ಮೇ) ಜಿಲ್ಲೆಯಲ್ಲಿ ಬಿಸಿಗಾಳಿ ಹೆಚ್ಚಾಗುವ ಸಾಧ್ಯತೆ ಇರುವುದರಿಂದ ಸಾರ್ವಜನಿಕರು ಮುನ್ನೆಚ್ಚರಿಕೆ ವಹಿಸಬೇಕು. ಈ ಬಿಸಿಲಿನಿಂದ ಹೀಟ್ ವೇವ್ (ಶಾಖದ ಅಲೆ) ಸ್ಟ್ರೋಕ್ ಮತ್ತು ನಿರ್ಜಲೀಕರಣ ಉಂಟಾಗುವ ಸಾಧ್ಯತೆ ಇರುತ್ತದೆ. ಮಧ್ಯಾಹ್ನ 12.00 ರಿಂದ 3.00 ಗಂಟೆಯವರೆಗೆ ಬಿಸಿಲಿನಲ್ಲಿ ಓಡಾಡುವುದನ್ನು ತಪ್ಪಿಸಬೇಕು. ಅತೀ ಹೆಚ್ಚು ತಾಪಮಾನದಿಂದ ಉಂಟಾಗುವ ಆರೋಗ್ಯ ಸಮಸ್ಯೆಗಳು: ತಲೆನೋವು, ತಲೆ ಸುತ್ತುವಿಕೆ, ವಾಕರಿಕೆ, ವಾಂತಿ, ಅತಿಯಾದ ಬಾಯಾರಿಕೆ, ಮೂರ್ಛೆ ಹೋಗುವುದು. ಸಾಕಷ್ಟು ನೀರು ಕುಡಿಯಿರಿ, ಹತ್ತಿಯ ತಿಳಿ ಬಣ್ಣದ ಬಟ್ಟೆ ಧರಿಸಿ, ಛತ್ರಿ ಮತ್ತು ಟೋಪಿ ಬಳಸಿ. ಒ.ಆರ್.ಎಸ್, ಮನೆಯಲ್ಲಿ ತಯಾರಿಸಿದ ಲಸ್ಸಿ, ನಿಂಬೆ ಪಾನಕ, ಮಜ್ಜಿಗೆ, ಎಳನೀರು ಸೇವಿಸಿ. ಮಕ್ಕಳು ಮತ್ತು ಸಾಕು ಪ್ರಾಣಿಗಳನ್ನು ನಿಲ್ಲಿಸಿದ ವಾಹನಗಳಲ್ಲಿ ಬಿಡಬೇಡಿ. ವೃದ್ಧರು, ಗರ್ಭಿಣಿಯರು ಮತ್ತು ದೀರ್ಘಕಾಲಿಕ ಕಾಯಿಲೆ ಇರುವವರು ಹೆಚ್ಚಿನ ಎಚ್ಚರಿಕೆ ವಹಿಸಬೇಕು. ತುರ್ತು ಸಂದರ್ಭದಲ್ಲಿ ಹತ್ತಿರದ ಆರೋಗ್ಯ ಕೇಂದ್ರವನ್ನು ಸಂಪರ್ಕಿಸಿ ಅಥವಾ 108 ಗೆ ಕರೆ ಮಾಡಿ ಎಂದು ಜಿಲ್ಲಾ ಆರೋಗ್ಯ ಮತ್ತು ಕುಟುಂಬ ಕಲ್ಯಾಣಾಧಿಕಾರಿಗಳು ತಿಳಿಸಿದ್ದಾರೆ.: [4, 1236, 428, 1348]
- lead-headline: ಗಡಿ ಕನ್ನಡಿಗರ ಸಮಸ್ಯೆ ಕುರಿತು ಮುಖ್ಯ ಕಾರ್ಯದರ್ಶಿ ಜತೆ ಸಭೆ: [4, 66, 590, 101]
- brief-item: ಮಹಿಳೆ ಪತ್ತೆಗೆ ಮನವಿ ರಾಮನಗರ: ಚನ್ನಪಟ್ಟಣ ತಾಲ್ಲೂಕಿನ ಮಳೂರು ಹೋಬಳಿಯ ಬೈರಾಪಟ್ಟಣ ಗ್ರಾಮದ ನಿವಾಸಿ ಬೋರಮ್ಮ (80 ವರ್ಷ) ಕಾಣೆಯಾಗಿದ್ದಾರೆ ಎಂದು ಪೊಲೀಸ್ ಠಾಣೆಗೆ ದೂರು ದಾಖಲಾಗಿದೆ. ಚಹರೆಯ ವಿವರ:- 4.6 ಅಡಿ ಎತ್ತರ, ಕೋಲುಮುಖ, ಸಾಧಾರಣ ಮೈಕಟ್ಟು, ಎಣ್ಣೆಗೆಂಪು ಬಣ್ಣ, ಇವರು ಕಾಣೆಯಾಗುವಾಗ ನೀಲಿ ಬಣ್ಣದ ಸೀರೆ, ಕೆಂಪು ಬಣ್ಣದ ರವಿಕೆ ಧರಿಸಿರುತ್ತಾರೆ. ಇವರು ಕಂಡು ಬಂದರೆ ಆರಕ್ಷಕ ಉಪನಿರೀಕ್ಷಕರು, ಚನ್ನಪಟ್ಟಣ ಗ್ರಾಮಾಂತರ ಪೊಲೀಸ್ ಠಾಣೆ, ಚನ್ನಪಟ್ಟಣ ತಾಲ್ಲೂಕು, ರಾಮನಗರ ಸಂಪರ್ಕಿಸುವಂತೆ ಕೋರಲಾಗಿದೆ.: [750, 406, 938, 475]
- tb-body: ರಾಮನಗರ: ಕ್ಷಯ ರೋಗದ ಬಗ್ಗೆ ಸಾಮಾನ್ಯ ಜನರಿಗೆ ಜಾಗೃತಿ ಮೂಡಿಸುವುದು ಅತ್ಯಗತ್ಯ. ಕ್ಷಯರೋಗ ಲಕ್ಷಣಗಳು ಕಂಡುಬಂದರೆ ತಕ್ಷಣ ಪರೀಕ್ಷೆ ಮಾಡಿಸಿಕೊಳ್ಳಬೇಕು ಎಂದು ಜಿಲ್ಲಾ ಆರೋಗ್ಯಾಧಿಕಾರಿಗಳು ತಿಳಿಸಿದರು. ವಿಶ್ವ ಕ್ಷಯರೋಗ ದಿನಾಚರಣೆ ಅಂಗವಾಗಿ ಜಿಲ್ಲಾ ಆಸ್ಪತ್ರೆಯಲ್ಲಿ ಕಾರ್ಯಕ್ರಮ ಆಯೋಜಿಸಲಾಗಿತ್ತು. ಜಿಲ್ಲೆಯಲ್ಲಿ 2,500 ಕ್ಕೂ ಹೆಚ್ಚು ರೋಗಿಗಳನ್ನು ಪತ್ತೆ ಹಚ್ಚಲಾಗಿದ್ದು ನಿಕ್ಷಯ ಪೋಷಣ ಯೋಜನೆಯಡಿ ಮಾಸಿಕ 1,000 ರೂ. ನೆರವು ನೀಡಲಾಗುತ್ತಿದೆ. ಕ್ಷಯರೋಗ ಮುಕ್ತ ಭಾರತ ಅಭಿಯಾನದಡಿ ಕುಟುಂಬದ ಸದಸ್ಯರಿಗೂ ತಪಾಸಣೆ ನಡೆಸಲಾಗುತ್ತಿದೆ. ಮಾರ್ಚ್ 24, 1882ರಂದು ರಾಬರ್ಟ್ ಕೋಚ್ ಕ್ಷಯರೋಗದ ಬ್ಯಾಕ್ಟೀರಿಯಾ ಕಂಡುಹಿಡಿದ ದಿನವನ್ನು ಆಚರಿಸಲಾಗುತ್ತದೆ. ಸರ್ಕಾರಿ ಆಸ್ಪತ್ರೆಗಳಲ್ಲಿ ಉಚಿತ ಚಿಕಿತ್ಸೆ ಲಭ್ಯವಿದೆ ಎಂದರು. ಕ್ಷಯ ರೋಗದ ಬಗ್ಗೆ ಸಾಮಾನ್ಯ ಜನರಿಗೆ ಜಾಗೃತಿ ಮೂಡಿಸುವುದು ಅತ್ಯಗತ್ಯ. ಕ್ಷಯರೋಗ ಲಕ್ಷಣಗಳು ಕಂಡುಬಂದರೆ ತಕ್ಷಣ ಪರೀಕ್ಷೆ ಮಾಡಿಸಿಕೊಳ್ಳಬೇಕು ಎಂದು ಜಿಲ್ಲಾ ಆರೋಗ್ಯಾಧಿಕಾರಿಗಳು ತಿಳಿಸಿದರು. ವಿಶ್ವ ಕ್ಷಯರೋಗ ದಿನಾಚರಣೆ ಅಂಗವಾಗಿ ಜಿಲ್ಲಾ ಆಸ್ಪತ್ರೆಯಲ್ಲಿ ಕಾರ್ಯಕ್ರಮ ಆಯೋಜಿಸಲಾಗಿತ್ತು. ಜಿಲ್ಲೆಯಲ್ಲಿ 2,500 ಕ್ಕೂ ಹೆಚ್ಚು ರೋಗಿಗಳನ್ನು ಪತ್ತೆ ಹಚ್ಚಲಾಗಿದ್ದು ನಿಕ್ಷಯ ಪೋಷಣ ಯೋಜನೆಯಡಿ ಮಾಸಿಕ 1,000 ರೂ. ನೆರವು ನೀಡಲಾಗುತ್ತಿದೆ. ಕ್ಷಯರೋಗ ಮುಕ್ತ ಭಾರತ ಅಭಿಯಾನದಡಿ ಕುಟುಂಬದ ಸದಸ್ಯರಿಗೂ ತಪಾಸಣೆ ನಡೆಸಲಾಗುತ್ತಿದೆ. ಮಾರ್ಚ್ 24, 1882ರಂದು ರಾಬರ್ಟ್ ಕೋಚ್ ಕ್ಷಯರೋಗದ ಬ್ಯಾಕ್ಟೀರಿಯಾ ಕಂಡುಹಿಡಿದ ದಿನವನ್ನು ಆಚರಿಸಲಾಗುತ್ತದೆ. ಸರ್ಕಾರಿ ಆಸ್ಪತ್ರೆಗಳಲ್ಲಿ ಉಚಿತ ಚಿಕಿತ್ಸೆ ಲಭ್ಯವಿದೆ ಎಂದರು.: [4, 505, 242, 645]
- agni-photo: [4, 947, 398, 1062]
- lead-col1: ಬೆಂಗಳೂರು: ಸನ್ಮಾನ್ಯ ಮುಖ್ಯ ಮಂತ್ರಿಗಳ ನಿರ್ದೇಶನದಂತೆ ರಾಜ್ಯ ಸರ್ಕಾರದ ಮುಖ್ಯ ಕಾರ್ಯದರ್ಶಿ ಡಾ.ಶಾಲಿನಿ ರಜನೀಶ್ ಅವರ ಅಧ್ಯಕ್ಷತೆಯಲ್ಲಿ ಇಂದು ವಿಧಾನಸೌಧದ ಸಮ್ಮೇಳನ ಸಭಾಂಗಣದಲ್ಲಿ ಸಭೆ ನಡೆಯಿತು. ಗಡಿ ಪ್ರದೇಶ ಅಭಿವೃದ್ಧಿ ಪ್ರಾಧಿಕಾರದ ಅಧ್ಯಕ್ಷರಾದ ಸೋಮಣ್ಣ ಬೇವಿನಮರದ ಅವರು ನೆರೆಯ ರಾಜ್ಯಗಳಲ್ಲಿ ಗಡಿ ಕನ್ನಡಿಗರು ಎದುರಿಸುತ್ತಿರುವ ಸಮಸ್ಯೆಗಳ ಬಗ್ಗೆ ಸವಿಸ್ತಾರವಾಗಿ ಸಭೆಗೆ ವಿವರಿಸಿದರು. ಹೊರ ರಾಜ್ಯಗಳಲ್ಲಿರುವ 658 ಕನ್ನಡ ಮಾಧ್ಯಮ ಶಾಲೆಗಳಲ್ಲಿ ಒಂದು ಲಕ್ಷಕ್ಕೂ ಹೆಚ್ಚು ವಿದ್ಯಾರ್ಥಿಗಳು ಇರುವ ಬಗ್ಗೆ ತಿಳಿಸಿದರು.: [4, 110, 199, 166]
- pragati-box: ಇಂದು ಪ್ರಗತಿ ಪರಿಶೀಲನಾ ಸಭೆ ಮಂಡ್ಯ: ಜಿಲ್ಲಾ ಪಂಚಾಯತ್ ಆಡಳಿತಾಧಿಕಾರಿಗಳು ಮತ್ತು ಸರ್ಕಾರದ ಕಾರ್ಯದರ್ಶಿ ಹಾಗೂ ಪಶುಸಂಗೋಪನೆ ಮತ್ತು ಮೀನುಗಾರಿಕೆ ಇಲಾಖೆಯ ವ್ಯವಸ್ಥಾಪಕ ನಿರ್ದೇಶಕರ ಅಧ್ಯಕ್ಷತೆಯಲ್ಲಿ ಮಾರ್ಚ್ 29 ರಂದು ಜಿಲ್ಲಾ ಪಂಚಾಯತ್ ನ ಕಾವೇರಿ ಸಭಾಂಗಣದಲ್ಲಿ ಪ್ರಗತಿ ಪರಿಶೀಲನಾ ಸಭೆಯನ್ನು ಆಯೋಜಿಸಿದ್ದು ಸಭೆಗೆ ಸಿಬ್ಬಂದಿ/ಅಧಿಕಾರಿಗಳನ್ನು ನಿಯೋಜಿಸದೆ ಸಂಬಂಧಪಟ್ಟ ಅಧಿಕಾರಿಗಳೇ ಮಾಹಿತಿಯೊಡನೆ ಹಾಜರಾಗಬೇಕೆಂದು ಜಿಲ್ಲಾ ಪಂಚಾಯತ್ ನ ಮುಖ್ಯ ಯೋಜನಾಧಿಕಾರಿ ಪ್ರಕಟಣೆಯಲ್ಲಿ ತಿಳಿಸಿದ್ದಾರೆ.: [588, 938, 736, 1148]
- purana-photo: [596, 1190, 766, 1310]
- agni-body: ಬೆಂ.ಗ್ರಾ: ಜಿಲ್ಲಾಡಳಿತ ಭವನದಲ್ಲಿ ಇಂದು ಜಿಲ್ಲಾಡಳಿತ ಹಾಗೂ ಕನ್ನಡ ಮತ್ತು ಸಂಸ್ಕೃತಿ ಇಲಾಖೆ ವತಿಯಿಂದ 'ಅಗ್ನಿ ಬನ್ನಿರಾಯ' ಜಯಂತಿಯನ್ನು ಆಚರಿಸಲಾಯಿತು. ಅಪರ ಜಿಲ್ಲಾಧಿಕಾರಿಗಳು ಅಗ್ನಿ ಬನ್ನಿರಾಯ ಅವರ ಭಾವಚಿತ್ರಕ್ಕೆ ಪುಷ್ಪನಮನ ಸಲ್ಲಿಸಿದರು. ಅಗ್ನಿ ಬನ್ನಿರಾಯರ ತತ್ವ ಆದರ್ಶಗಳನ್ನು ಯುವ ಪೀಳಿಗೆ ಅಳವಡಿಸಿಕೊಳ್ಳಬೇಕು. ಈ ಸಂದರ್ಭದಲ್ಲಿ ಜಿಲ್ಲಾ ಮಟ್ಟದ ಅಧಿಕಾರಿಗಳು, ಸಮುದಾಯದ ಮುಖಂಡರು ಉಪಸ್ಥಿತರಿದ್ದರು.: [4, 1066, 398, 1093]
- masthead-day: ಶನಿವಾರ: [808, 28, 828, 36]
- conv-kicker: ರಾಜ್ಯಪಾಲರಾದ ಥಾವರ್ ಚಂದ್ ಗೆಹ್ಲೋಟ್: [255, 353, 491, 373]
- brief-item: ಏ.2 ರಿಂದ ವೈರಮುಡಿ ಬ್ರಹ್ಮೋತ್ಸವ ಮಂಡ್ಯ: ಜಿಲ್ಲೆಯ ಮೇಲುಕೋಟೆಯ ಶ್ರೀ ಚೆಲುವನಾರಾಯಣಸ್ವಾಮಿ ದೇವಾಲಯದಲ್ಲಿ ವೈರಮುಡಿ ಬ್ರಹ್ಮೋತ್ಸವವು 2025ರ ಏಪ್ರಿಲ್ 02 ರಿಂದ 14 ರವರೆಗೆ ನಡೆಯಲಿದೆ. ಏಪ್ರಿಲ್ 02 ರಂದು ಕಲ್ಯಾಣೋತ್ಸವ, ಏಪ್ರಿಲ್ 03 ರಂದು ಅಂಕುರಾರ್ಪಣ, ಏಪ್ರಿಲ್ 04 ರಂದು ಧ್ವಜಾರೋಹಣ, ಏಪ್ರಿಲ್ 05 ರಂದು ಶೇಷವಾಹನ, ಏಪ್ರಿಲ್ 06 ರಂದು ವೈರಮುಡಿ ಉತ್ಸವ, ಏಪ್ರಿಲ್ 07 ರಂದು ಗರುಡೋತ್ಸವ, ಏಪ್ರಿಲ್ 08 ರಂದು ಗಜೇಂದ್ರಮೋಕ್ಷ, ಏಪ್ರಿಲ್ 10 ರಂದು ಮಹಾರಥೋತ್ಸವ, ಏಪ್ರಿಲ್ 11 ರಂದು ತೆಪ್ಪೋತ್ಸವ, ಏಪ್ರಿಲ್ 12 ರಂದು ತೀರ್ಥಸ್ನಾನ ಕಾರ್ಯಕ್ರಮಗಳು ನಡೆಯಲಿವೆ. ಏಪ್ರಿಲ್ 13 ರಂದು ಪುಷ್ಪಯಾಗ ಹಾಗೂ ಏಪ್ರಿಲ್ 14 ರಂದು ಮಹಾಭಿಷೇಕ ನಡೆಯಲಿದೆ ಎಂದು ದೇವಾಲಯದ ಕಾರ್ಯನಿರ್ವಾಹಕ ಅಧಿಕಾರಿಗಳು ತಿಳಿಸಿದ್ದಾರೆ.: [750, 572, 938, 659]
